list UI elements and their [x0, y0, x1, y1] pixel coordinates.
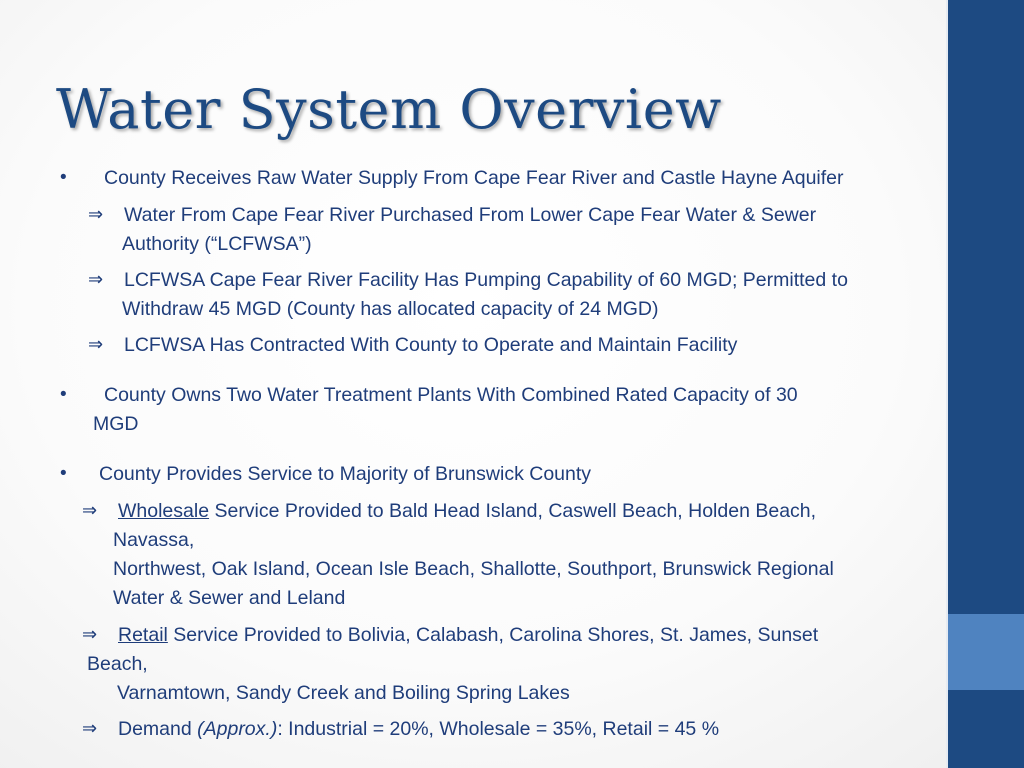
- demand-prefix: Demand: [118, 718, 198, 740]
- wholesale-line-1-text: Service Provided to Bald Head Island, Caswell Beach, Holden Beach,: [209, 500, 817, 522]
- wholesale-line-1: [118, 499, 816, 523]
- retail-line-2: Beach,: [87, 653, 148, 675]
- bullet-icon: •: [60, 384, 67, 405]
- bullet-2-line-2: MGD: [93, 413, 139, 435]
- sidebar-accent-block: [948, 614, 1024, 690]
- arrow-icon: ⇒: [88, 269, 104, 290]
- demand-values: : Industrial = 20%, Wholesale = 35%, Retail = 45 %: [277, 718, 720, 740]
- demand-line: [118, 717, 719, 741]
- bullet-1-text: County Receives Raw Water Supply From Cape Fear River and Castle Hayne Aquifer: [104, 167, 844, 189]
- bullet-icon: •: [60, 167, 67, 188]
- retail-label: Retail: [118, 624, 168, 646]
- retail-line-1: [118, 623, 818, 647]
- wholesale-label: Wholesale: [118, 500, 210, 522]
- wholesale-line-4: Water & Sewer and Leland: [113, 587, 346, 609]
- sub-1-2-line-2: Withdraw 45 MGD (County has allocated capacity of 24 MGD): [122, 298, 659, 320]
- slide-title: Water System Overview: [56, 78, 722, 141]
- arrow-icon: ⇒: [82, 624, 98, 645]
- retail-line-3: Varnamtown, Sandy Creek and Boiling Spring Lakes: [117, 682, 570, 704]
- retail-line-1-text: Service Provided to Bolivia, Calabash, Carolina Shores, St. James, Sunset: [167, 624, 819, 646]
- arrow-icon: ⇒: [88, 204, 104, 225]
- arrow-icon: ⇒: [82, 718, 98, 739]
- wholesale-line-2: Navassa,: [113, 529, 195, 551]
- bullet-2-line-1: County Owns Two Water Treatment Plants With Combined Rated Capacity of 30: [104, 384, 798, 406]
- bullet-3-text: County Provides Service to Majority of Brunswick County: [99, 463, 592, 485]
- arrow-icon: ⇒: [82, 500, 98, 521]
- demand-approx: (Approx.): [197, 718, 278, 740]
- bullet-icon: •: [60, 463, 67, 484]
- sub-1-2-line-1: LCFWSA Cape Fear River Facility Has Pumping Capability of 60 MGD; Permitted to: [124, 269, 848, 291]
- sub-1-1-line-2: Authority (“LCFWSA”): [122, 233, 312, 255]
- wholesale-line-3: Northwest, Oak Island, Ocean Isle Beach, Shallotte, Southport, Brunswick Regional: [113, 558, 834, 580]
- sub-1-1-line-1: Water From Cape Fear River Purchased From Lower Cape Fear Water & Sewer: [124, 204, 817, 226]
- sub-1-3: LCFWSA Has Contracted With County to Operate and Maintain Facility: [124, 334, 738, 356]
- arrow-icon: ⇒: [88, 334, 104, 355]
